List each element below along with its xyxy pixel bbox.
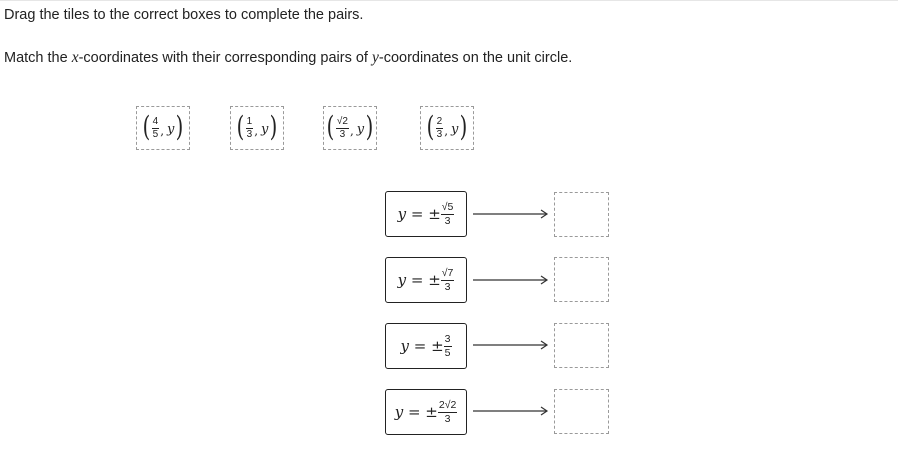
tile-numerator: 2 [436, 115, 443, 127]
open-paren: ( [326, 109, 335, 143]
open-paren: ( [426, 109, 434, 143]
arrow-right-icon [473, 209, 549, 219]
close-paren: ) [460, 109, 468, 143]
tile-numerator: 1 [246, 115, 253, 127]
drag-tile-4-5[interactable] [136, 106, 190, 150]
y-numerator: √7 [441, 267, 454, 279]
arrow-right-icon [473, 406, 549, 416]
tile-y: y [167, 121, 175, 137]
y-expression-2root2-3 [385, 389, 467, 435]
arrow-right-icon [473, 275, 549, 285]
y-lhs: y [397, 205, 407, 223]
instruction-drag: Drag the tiles to the correct boxes to complete the pairs. [4, 7, 364, 23]
tile-fraction [436, 117, 444, 140]
arrow-right-icon [473, 340, 549, 350]
equation [398, 205, 441, 223]
y-lhs: y [394, 403, 404, 421]
y-denominator: 3 [444, 214, 451, 227]
drop-target-3[interactable] [554, 323, 609, 368]
tile-denominator: 5 [152, 128, 159, 140]
drop-target-2[interactable] [554, 257, 609, 302]
drag-tile-root2-3[interactable] [323, 106, 377, 150]
comma: , [444, 124, 449, 138]
equals-plus-minus: = ± [406, 271, 441, 289]
y-denominator: 3 [444, 280, 451, 293]
y-lhs: y [400, 337, 409, 355]
y-fraction [438, 400, 457, 424]
drag-tile-1-3[interactable] [230, 106, 284, 150]
close-paren: ) [270, 109, 278, 143]
instruction-match [4, 49, 572, 67]
tile-y: y [451, 121, 459, 137]
y-denominator: 3 [444, 412, 451, 425]
y-fraction [444, 334, 452, 358]
instruction-match-mid: -coordinates with their corresponding pairs of [78, 50, 372, 66]
y-numerator: 3 [444, 333, 451, 345]
close-paren: ) [176, 109, 184, 143]
y-variable: y [371, 49, 379, 66]
comma: , [349, 124, 354, 138]
equals-plus-minus: = ± [408, 337, 444, 355]
drop-target-1[interactable] [554, 192, 609, 237]
y-fraction [441, 202, 455, 226]
y-expression-root7-3 [385, 257, 467, 303]
equals-plus-minus: = ± [403, 403, 438, 421]
y-expression-3-5 [385, 323, 467, 369]
comma: , [254, 124, 259, 138]
open-paren: ( [142, 109, 150, 143]
tile-numerator: √2 [336, 115, 348, 127]
close-paren: ) [365, 109, 374, 143]
equation [398, 271, 441, 289]
instruction-match-suffix: -coordinates on the unit circle. [378, 50, 573, 66]
y-denominator: 5 [444, 346, 451, 359]
tile-y: y [261, 121, 269, 137]
tile-numerator: 4 [152, 115, 159, 127]
drag-tile-2-3[interactable] [420, 106, 474, 150]
equation [395, 403, 438, 421]
tile-denominator: 3 [246, 128, 253, 140]
y-expression-root5-3 [385, 191, 467, 237]
instruction-match-prefix: Match the [4, 50, 72, 66]
open-paren: ( [236, 109, 244, 143]
x-variable: x [71, 49, 79, 66]
tile-fraction [336, 117, 349, 140]
drop-target-4[interactable] [554, 389, 609, 434]
equals-plus-minus: = ± [406, 205, 441, 223]
tile-denominator: 3 [436, 128, 443, 140]
y-fraction [441, 268, 455, 292]
y-numerator: 2√2 [438, 399, 457, 411]
tile-fraction [246, 117, 254, 140]
equation [400, 337, 443, 355]
tile-y: y [356, 121, 365, 137]
tile-fraction [152, 117, 160, 140]
comma: , [160, 124, 165, 138]
top-divider [0, 0, 898, 1]
y-lhs: y [397, 271, 407, 289]
y-numerator: √5 [441, 201, 454, 213]
tile-denominator: 3 [339, 128, 346, 140]
